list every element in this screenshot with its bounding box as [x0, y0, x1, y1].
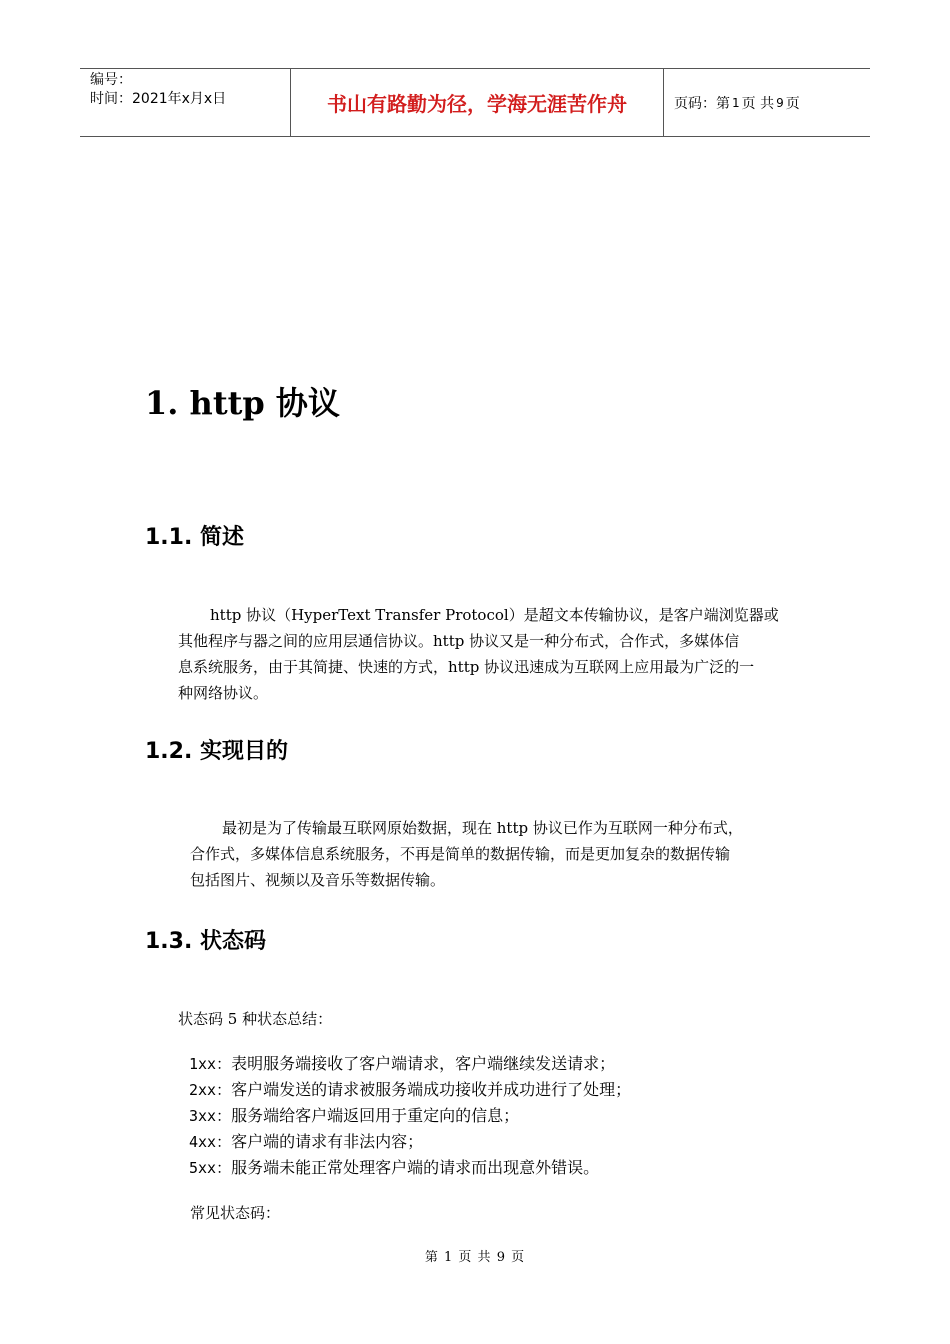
- header-page-info: [664, 69, 870, 136]
- status-code: 2xx：: [189, 1081, 232, 1099]
- status-desc: 客户端的请求有非法内容；: [231, 1132, 424, 1151]
- header-page-current: 1: [732, 95, 740, 110]
- status-code: 1xx：: [189, 1055, 232, 1073]
- header-page-mid: 页 共: [741, 95, 775, 112]
- purpose-line-3: 包括图片、视频以及音乐等数据传输。: [190, 871, 446, 889]
- status-code: 3xx：: [189, 1107, 232, 1125]
- overview-text-1: http 协议（HyperText Transfer Protocol）: [210, 606, 524, 624]
- purpose-paragraph: [190, 815, 830, 893]
- status-code-list: [189, 1051, 631, 1181]
- status-desc: 服务端未能正常处理客户端的请求而出现意外错误。: [231, 1158, 600, 1177]
- status-desc: 表明服务端接收了客户端请求，客户端继续发送请求；: [231, 1054, 616, 1073]
- status-code-item: [189, 1077, 631, 1103]
- overview-paragraph: [178, 602, 818, 706]
- overview-text-4: http 协议又是一种分布式，合作式，多媒体信: [433, 632, 740, 650]
- section-heading-overview: 1.1. 简述: [145, 525, 244, 550]
- header-motto: 书山有路勤为径，学海无涯苦作舟: [291, 69, 664, 136]
- header-meta: [80, 69, 291, 136]
- document-title: 1. http 协议: [145, 384, 340, 422]
- status-desc: 客户端发送的请求被服务端成功接收并成功进行了处理；: [231, 1080, 632, 1099]
- overview-text-7: 种网络协议。: [178, 684, 269, 702]
- status-code-item: [189, 1051, 631, 1077]
- overview-text-3: 其他程序与器之间的应用层通信协议。: [178, 632, 434, 650]
- page-header: [80, 68, 870, 137]
- overview-text-5: 息系统服务，由于其简捷、快速的方式，http 协议迅速成为: [178, 658, 575, 676]
- header-time: 时间：2021年x月x日: [90, 91, 227, 107]
- section-heading-status-codes: 1.3. 状态码: [145, 929, 266, 954]
- status-code: 4xx：: [189, 1133, 232, 1151]
- page-footer: 第 1 页 共 9 页: [424, 1250, 526, 1265]
- status-code-item: [189, 1103, 631, 1129]
- purpose-line-1: 最初是为了传输最互联网原始数据，现在 http 协议已作为互联网一种分布式，: [222, 819, 743, 837]
- header-number: 编号：: [90, 72, 132, 88]
- header-page-label: 页码：第: [674, 95, 730, 112]
- header-page-end: 页: [785, 95, 800, 112]
- overview-text-2: 是超文本传输协议，是客户端浏览器或: [523, 606, 779, 624]
- status-desc: 服务端给客户端返回用于重定向的信息；: [231, 1106, 520, 1125]
- status-code-item: [189, 1155, 631, 1181]
- header-page-total: 9: [776, 95, 784, 110]
- status-summary-label: 状态码 5 种状态总结：: [178, 1010, 333, 1028]
- section-heading-purpose: 1.2. 实现目的: [145, 739, 288, 764]
- status-code-item: [189, 1129, 631, 1155]
- overview-text-6: 互联网上应用最为广泛的一: [574, 658, 755, 676]
- status-code: 5xx：: [189, 1159, 232, 1177]
- common-status-label: 常见状态码：: [190, 1204, 281, 1222]
- purpose-line-2: 合作式，多媒体信息系统服务，不再是简单的数据传输，而是更加复杂的数据传输: [190, 845, 731, 863]
